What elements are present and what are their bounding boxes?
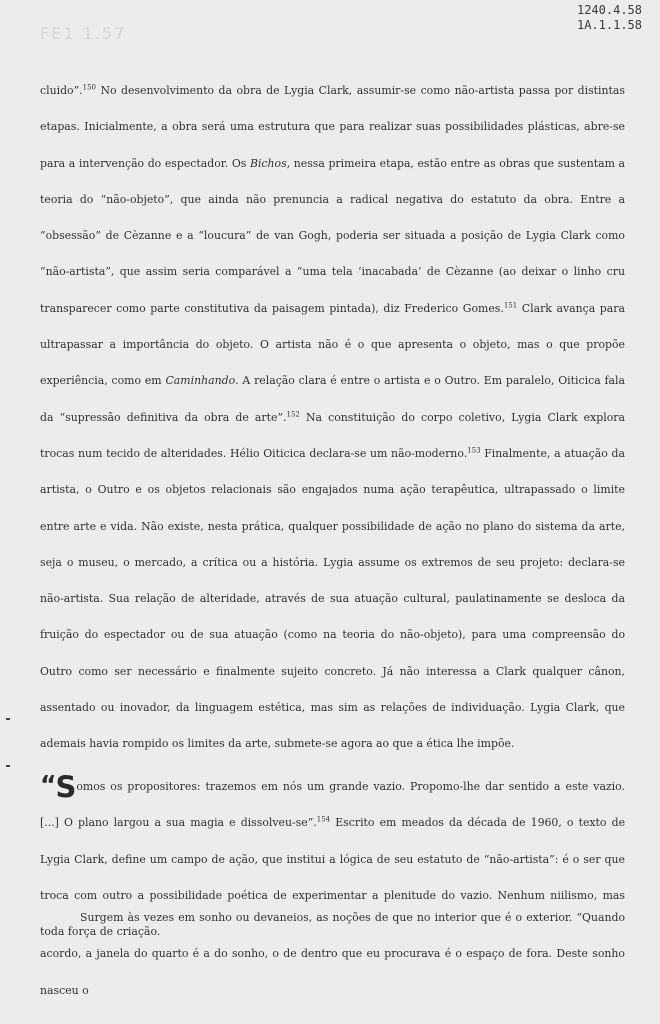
footnote-ref-152: 152 (286, 410, 300, 419)
italic-title-caminhando: Caminhando (165, 374, 236, 388)
faint-stamp: FE1 1.57 (40, 24, 127, 43)
margin-tick (6, 718, 10, 720)
reference-line-1: 1240.4.58 (576, 3, 642, 17)
text-run: Finalmente, a atuação da artista, o Outro e os objetos relacionais são engajados numa ação terapêutica, ultrapassado o limite entre arte e vida. Não existe, nesta prática, qualquer possibilidade de ação no plano do sistema da arte, seja o museu, o mercado, a crítica ou a história. Lygia assume os extremos de seu projeto: declara-se não-artista. Sua relação de alteridade, através de sua atuação cultural, paulatinamente se desloca da fruição do espectador ou de sua atuação (como na teoria do não-objeto), para uma compreensão do Outro como ser necessário e finalmente sujeito concreto. Já não interessa a Clark qualquer cânon, assentado ou inovador, da linguagem estética, mas sim as relações de individuação. Lygia Clark, que ademais havia rompido os limites da arte, submete-se agora ao que a ética lhe impõe. (40, 446, 625, 751)
text-run: Clark avança para ultrapassar a importância do objeto. O artista não é o que apresenta o objeto, mas o que propõe experiência, como em (40, 301, 625, 388)
text-run: Surgem às vezes em sonho ou devaneios, as noções de que no interior que é o exterior. “Quando acordo, a janela do quarto é a do sonho, o de dentro que eu procurava é o espaço de fora. Deste sonho nasceu o (40, 911, 625, 997)
paragraph-dream (40, 900, 625, 1009)
text-run: No desenvolvimento da obra de Lygia Clark, assumir-se como não-artista passa por distintas etapas. Inicialmente, a obra será uma estrutura que para realizar suas possibilidades plásticas, abre-se para a intervenção do espectador. Os (40, 84, 625, 170)
text-run: Na constituição do corpo coletivo, Lygia Clark explora trocas num tecido de alteridades. Hélio Oiticica declara-se um não-moderno. (40, 410, 625, 460)
reference-line-2: 1A.1.1.58 (576, 18, 642, 32)
text-run: cluido”. (40, 84, 83, 97)
text-run: . A relação clara é entre o artista e o Outro. Em paralelo, Oiticica fala da “supressão definitiva da obra de arte”. (40, 374, 625, 424)
footnote-ref-153: 153 (467, 446, 481, 455)
text-run: Escrito em meados da década de 1960, o texto de Lygia Clark, define um campo de ação, que institui a lógica de seu estatuto de “não-artista”: é o ser que troca com outro a possibilidade poética de experimentar a plenitude do vazio. Nenhum niilismo, mas toda força de criação. (40, 816, 626, 939)
footnote-ref-151: 151 (503, 301, 518, 310)
text-run: , nessa primeira etapa, estão entre as obras que sustentam a teoria do “não-objeto”, que ainda não prenuncia a radical negativa do estatuto da obra. Entre a “obsessão” de Cèzanne e a “loucura” de van Gogh, poderia ser situada a posição de Lygia Clark como “não-artista”, que assim seria comparável a “uma tela ‘inacabada’ de Cèzanne (ao deixar o linho cru transparecer como parte constitutiva da paisagem pintada), diz Frederico Gomes. (40, 156, 625, 315)
paragraph-clark-non-artist (40, 73, 625, 763)
margin-tick (6, 765, 10, 767)
text-run: omos os propositores: trazemos em nós um grande vazio. Propomo-lhe dar sentido a este vazio. [...] O plano largou a sua magia e dissolveu-se”. (40, 780, 625, 830)
footnote-ref-150: 150 (82, 83, 97, 92)
footnote-ref-154: 154 (316, 815, 331, 824)
handwritten-reference (577, 3, 642, 33)
dropcap-letter: S (55, 770, 77, 804)
italic-title-bichos: Bichos (249, 156, 287, 170)
dropcap-quote: “ (40, 770, 56, 799)
